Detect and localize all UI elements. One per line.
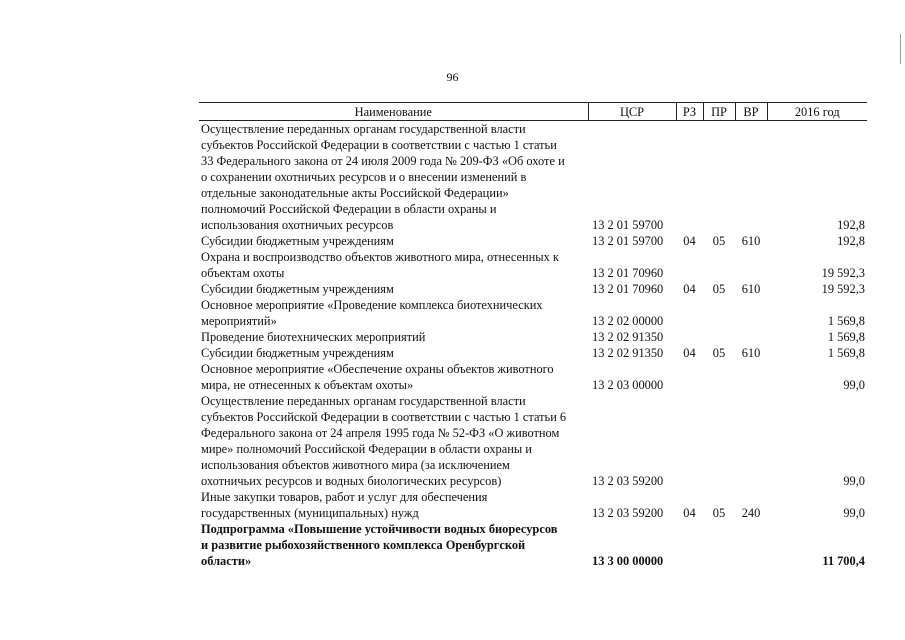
row-name-line: Основное мероприятие «Обеспечение охраны объектов животного	[201, 362, 554, 376]
row-amount: 192,8	[837, 234, 865, 248]
header-name: Наименование	[199, 103, 588, 121]
table-row	[199, 297, 867, 329]
header-amount: 2016 год	[767, 103, 867, 121]
row-name-line: охотничьих ресурсов и водных биологических ресурсов)	[201, 474, 502, 488]
row-rz	[676, 393, 703, 489]
row-csr: 13 2 02 91350	[592, 346, 664, 360]
row-rz: 04	[683, 282, 696, 296]
row-name-line: полномочий Российской Федерации в области охраны и	[201, 202, 497, 216]
row-pr: 05	[712, 282, 726, 296]
row-rz	[676, 521, 703, 569]
row-rz: 04	[683, 506, 696, 520]
row-vr: 610	[741, 234, 761, 248]
page-number: 96	[446, 70, 459, 84]
row-vr	[735, 121, 767, 234]
row-csr: 13 3 00 00000	[592, 554, 664, 568]
row-name-line: отдельные законодательные акты Российской Федерации»	[201, 186, 509, 200]
row-name	[199, 521, 588, 569]
row-amount: 1 569,8	[827, 330, 865, 344]
table-row	[199, 361, 867, 393]
table-row	[199, 329, 867, 345]
row-rz	[676, 297, 703, 329]
row-pr	[703, 249, 735, 281]
row-csr: 13 2 03 00000	[592, 378, 664, 392]
row-name-line: о сохранении охотничьих ресурсов и о внесении изменений в	[201, 170, 527, 184]
table-body	[199, 121, 867, 570]
row-vr: 610	[741, 282, 761, 296]
table-row	[199, 521, 867, 569]
row-amount: 19 592,3	[821, 282, 865, 296]
row-name-line: 33 Федерального закона от 24 июля 2009 года № 209-ФЗ «Об охоте и	[201, 154, 565, 168]
row-amount: 192,8	[837, 218, 865, 232]
row-rz: 04	[683, 346, 696, 360]
row-pr	[703, 297, 735, 329]
row-csr: 13 2 02 91350	[592, 330, 664, 344]
row-pr	[703, 121, 735, 234]
row-pr	[703, 329, 735, 345]
table-header-row	[199, 103, 867, 121]
row-vr	[735, 521, 767, 569]
row-name-line: Иные закупки товаров, работ и услуг для обеспечения	[201, 490, 488, 504]
row-csr: 13 2 01 70960	[592, 282, 664, 296]
table-row	[199, 489, 867, 521]
row-name-line: субъектов Российской Федерации в соответствии с частью 1 статьи	[201, 138, 557, 152]
row-vr	[735, 297, 767, 329]
row-csr: 13 2 03 59200	[592, 506, 664, 520]
row-name-line: Субсидии бюджетным учреждениям	[201, 282, 394, 296]
row-pr	[703, 521, 735, 569]
row-name-line: государственных (муниципальных) нужд	[201, 506, 419, 520]
row-name	[199, 233, 588, 249]
table-row	[199, 393, 867, 489]
row-name	[199, 121, 588, 234]
budget-table	[199, 102, 867, 569]
header-vr: ВР	[735, 103, 767, 121]
row-csr: 13 2 01 70960	[592, 266, 664, 280]
row-rz	[676, 329, 703, 345]
row-pr: 05	[712, 346, 726, 360]
row-vr: 610	[741, 346, 761, 360]
row-name-line: области»	[201, 554, 252, 568]
row-csr: 13 2 01 59700	[592, 218, 664, 232]
row-rz	[676, 249, 703, 281]
row-vr	[735, 361, 767, 393]
row-amount: 99,0	[843, 506, 865, 520]
header-csr: ЦСР	[588, 103, 676, 121]
row-amount: 11 700,4	[822, 554, 865, 568]
row-name-line: объектам охоты	[201, 266, 285, 280]
row-amount: 19 592,3	[821, 266, 865, 280]
row-vr	[735, 393, 767, 489]
row-rz: 04	[683, 234, 696, 248]
row-name-line: и развитие рыбохозяйственного комплекса Оренбургской	[201, 538, 526, 552]
row-name	[199, 345, 588, 361]
row-name	[199, 281, 588, 297]
row-pr: 05	[712, 234, 726, 248]
row-name	[199, 249, 588, 281]
row-name-line: Субсидии бюджетным учреждениям	[201, 234, 394, 248]
row-pr: 05	[712, 506, 726, 520]
row-vr	[735, 249, 767, 281]
row-name-line: мире» полномочий Российской Федерации в области охраны и	[201, 442, 532, 456]
row-name-line: мероприятий»	[201, 314, 277, 328]
row-name-line: субъектов Российской Федерации в соответствии с частью 1 статьи 6	[201, 410, 567, 424]
row-rz	[676, 361, 703, 393]
row-name	[199, 297, 588, 329]
table-row	[199, 121, 867, 234]
row-csr: 13 2 02 00000	[592, 314, 664, 328]
row-name-line: Осуществление переданных органам государственной власти	[201, 122, 526, 136]
page-edge-mark	[900, 34, 901, 64]
row-name-line: Охрана и воспроизводство объектов животного мира, отнесенных к	[201, 250, 559, 264]
row-rz	[676, 121, 703, 234]
row-name-line: Осуществление переданных органам государственной власти	[201, 394, 526, 408]
table-row	[199, 249, 867, 281]
row-amount: 99,0	[843, 378, 865, 392]
table-row	[199, 281, 867, 297]
row-name	[199, 489, 588, 521]
row-amount: 1 569,8	[827, 314, 865, 328]
row-pr	[703, 393, 735, 489]
row-csr: 13 2 03 59200	[592, 474, 664, 488]
row-name-line: Подпрограмма «Повышение устойчивости водных биоресурсов	[201, 522, 558, 536]
table-row	[199, 233, 867, 249]
header-pr: ПР	[703, 103, 735, 121]
row-amount: 99,0	[843, 474, 865, 488]
table-row	[199, 345, 867, 361]
header-rz: РЗ	[676, 103, 703, 121]
row-name-line: использования охотничьих ресурсов	[201, 218, 394, 232]
row-name-line: Субсидии бюджетным учреждениям	[201, 346, 394, 360]
row-name-line: Проведение биотехнических мероприятий	[201, 330, 426, 344]
row-vr: 240	[741, 506, 761, 520]
row-name	[199, 393, 588, 489]
row-name-line: использования объектов животного мира (за исключением	[201, 458, 510, 472]
row-amount: 1 569,8	[827, 346, 865, 360]
row-csr: 13 2 01 59700	[592, 234, 664, 248]
row-vr	[735, 329, 767, 345]
row-name	[199, 329, 588, 345]
row-name	[199, 361, 588, 393]
row-pr	[703, 361, 735, 393]
row-name-line: мира, не отнесенных к объектам охоты»	[201, 378, 414, 392]
row-name-line: Основное мероприятие «Проведение комплекса биотехнических	[201, 298, 543, 312]
row-name-line: Федерального закона от 24 апреля 1995 года № 52-ФЗ «О животном	[201, 426, 560, 440]
